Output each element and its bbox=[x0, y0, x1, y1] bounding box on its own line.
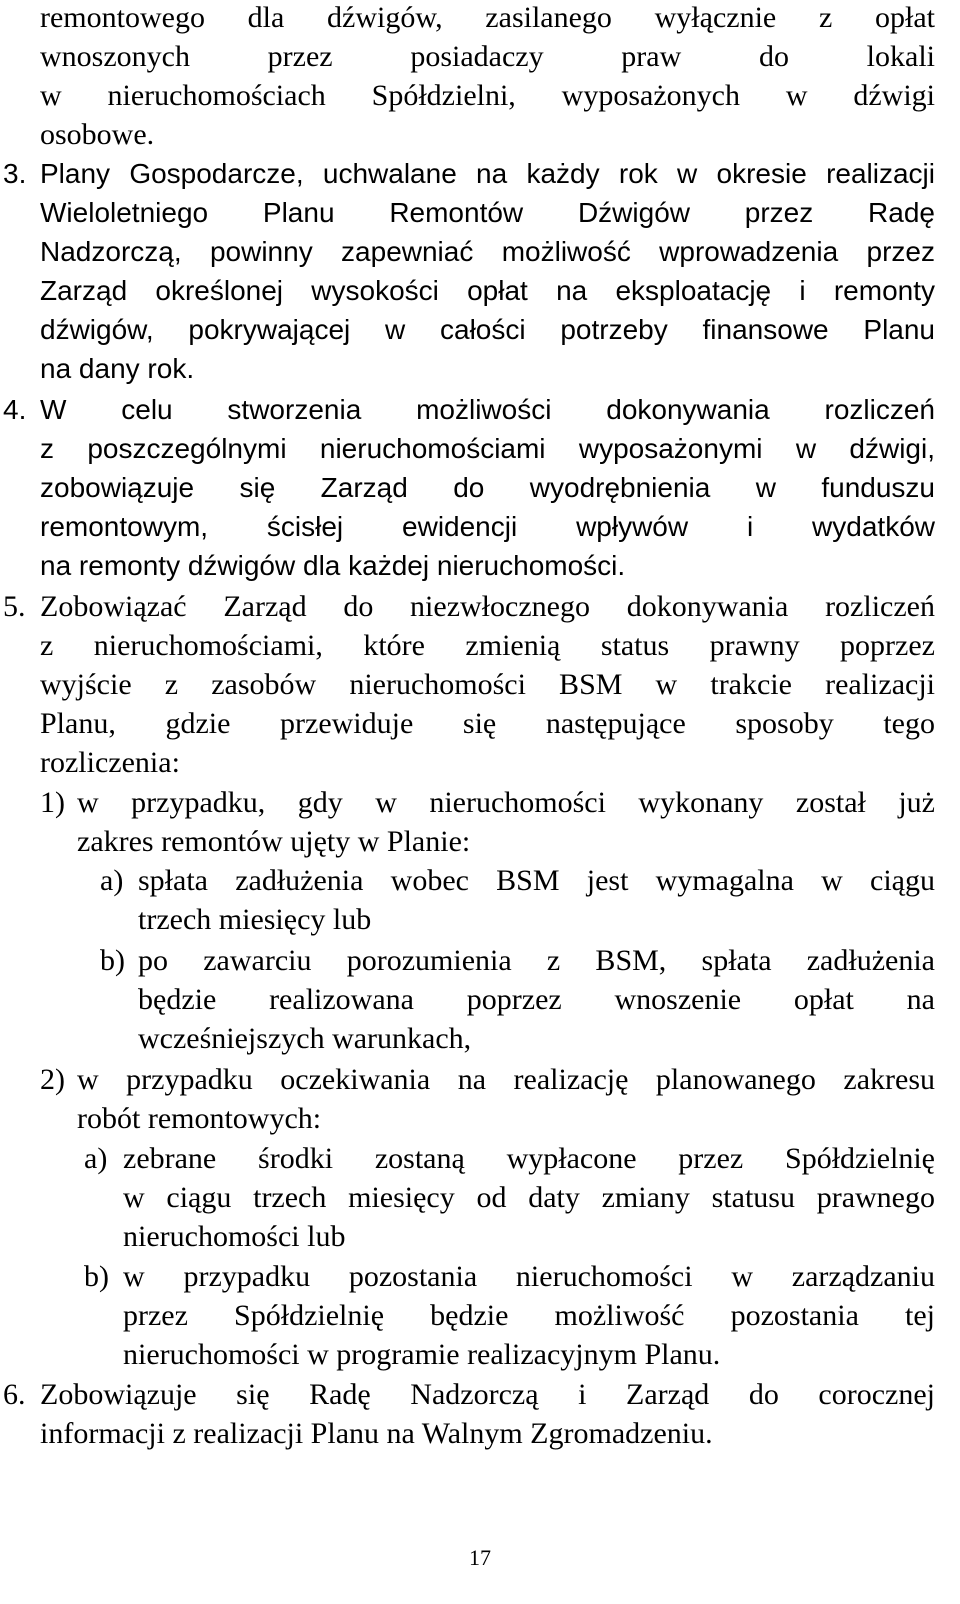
text-line: Zobowiązuje się Radę Nadzorczą i Zarząd do corocznej bbox=[40, 1378, 935, 1411]
text-line: z poszczególnymi nieruchomościami wyposażonymi w dźwigi, bbox=[40, 433, 935, 464]
text-line: Planu, gdzie przewiduje się następujące sposoby tego bbox=[40, 707, 935, 740]
text-line: dźwigów, pokrywającej w całości potrzeby finansowe Planu bbox=[40, 314, 935, 345]
text-line: po zawarciu porozumienia z BSM, spłata zadłużenia bbox=[138, 944, 935, 977]
item-number: 3. bbox=[3, 158, 27, 189]
item-number: 5. bbox=[3, 590, 26, 623]
page-number: 17 bbox=[469, 1545, 491, 1570]
text-line: Plany Gospodarcze, uchwalane na każdy rok w okresie realizacji bbox=[40, 158, 935, 189]
text-line: na remonty dźwigów dla każdej nieruchomości. bbox=[40, 550, 626, 581]
sub-sub-item-letter: b) bbox=[100, 944, 125, 977]
text-line: wnoszonych przez posiadaczy praw do lokali bbox=[40, 40, 935, 73]
sub-sub-item-letter: a) bbox=[100, 864, 124, 897]
text-line: w przypadku, gdy w nieruchomości wykonany został już bbox=[77, 786, 935, 819]
text-line: zebrane środki zostaną wypłacone przez Spółdzielnię bbox=[123, 1142, 935, 1175]
sub-sub-item-letter: a) bbox=[84, 1142, 108, 1175]
text-line: na dany rok. bbox=[40, 353, 195, 384]
text-line: nieruchomości lub bbox=[123, 1220, 346, 1253]
text-line: rozliczenia: bbox=[40, 746, 180, 779]
text-line: wcześniejszych warunkach, bbox=[138, 1022, 472, 1055]
text-line: Nadzorczą, powinny zapewniać możliwość wprowadzenia przez bbox=[40, 236, 935, 267]
text-line: trzech miesięcy lub bbox=[138, 903, 372, 936]
text-line: przez Spółdzielnię będzie możliwość pozostania tej bbox=[123, 1299, 935, 1332]
text-line: w przypadku oczekiwania na realizację planowanego zakresu bbox=[77, 1063, 935, 1096]
text-line: remontowego dla dźwigów, zasilanego wyłącznie z opłat bbox=[40, 1, 935, 34]
sub-sub-item-letter: b) bbox=[84, 1260, 109, 1293]
item-number: 4. bbox=[3, 394, 27, 425]
sub-item-number: 2) bbox=[40, 1063, 65, 1096]
text-line: Zobowiązać Zarząd do niezwłocznego dokonywania rozliczeń bbox=[40, 590, 935, 623]
text-line: zakres remontów ujęty w Planie: bbox=[77, 825, 471, 858]
text-line: wyjście z zasobów nieruchomości BSM w trakcie realizacji bbox=[40, 668, 935, 701]
text-line: w ciągu trzech miesięcy od daty zmiany statusu prawnego bbox=[123, 1181, 935, 1214]
text-line: informacji z realizacji Planu na Walnym Zgromadzeniu. bbox=[40, 1417, 713, 1450]
text-line: z nieruchomościami, które zmienią status prawny poprzez bbox=[40, 629, 935, 662]
text-line: W celu stworzenia możliwości dokonywania rozliczeń bbox=[40, 394, 935, 425]
text-line: w nieruchomościach Spółdzielni, wyposażonych w dźwigi bbox=[40, 79, 935, 112]
text-line: w przypadku pozostania nieruchomości w zarządzaniu bbox=[123, 1260, 935, 1293]
text-line: spłata zadłużenia wobec BSM jest wymagalna w ciągu bbox=[138, 864, 935, 897]
sub-item-number: 1) bbox=[40, 786, 65, 819]
text-line: nieruchomości w programie realizacyjnym Planu. bbox=[123, 1338, 721, 1371]
text-line: będzie realizowana poprzez wnoszenie opłat na bbox=[138, 983, 935, 1016]
text-line: zobowiązuje się Zarząd do wyodrębnienia w funduszu bbox=[40, 472, 935, 503]
text-line: osobowe. bbox=[40, 118, 155, 151]
item-number: 6. bbox=[3, 1378, 26, 1411]
text-line: robót remontowych: bbox=[77, 1102, 322, 1135]
text-line: Zarząd określonej wysokości opłat na eksploatację i remonty bbox=[40, 275, 935, 306]
text-line: remontowym, ścisłej ewidencji wpływów i wydatków bbox=[40, 511, 935, 542]
text-line: Wieloletniego Planu Remontów Dźwigów przez Radę bbox=[40, 197, 935, 228]
